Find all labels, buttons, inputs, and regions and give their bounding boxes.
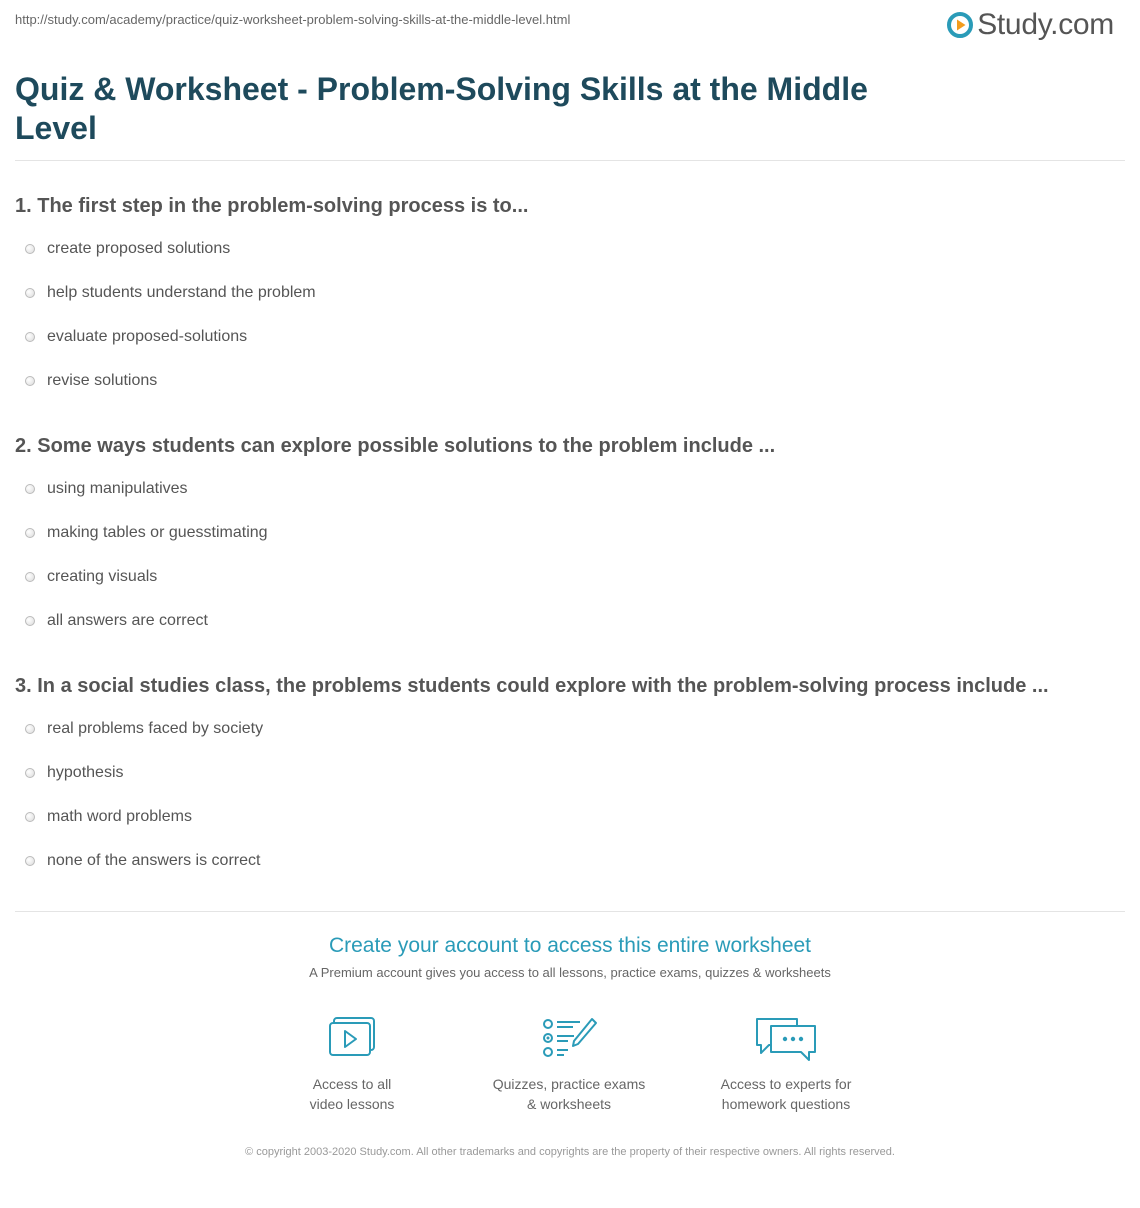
answer-text: none of the answers is correct <box>47 852 261 869</box>
answer-text: help students understand the problem <box>47 284 316 301</box>
radio-button[interactable] <box>25 288 35 298</box>
radio-button[interactable] <box>25 768 35 778</box>
video-lessons-icon <box>326 1016 378 1060</box>
answer-option[interactable] <box>25 281 316 305</box>
answer-option[interactable] <box>25 761 124 785</box>
question-text: 1. The first step in the problem-solving process is to... <box>15 195 529 217</box>
answer-text: using manipulatives <box>47 480 188 497</box>
answer-option[interactable] <box>25 849 260 873</box>
play-circle-icon <box>947 12 973 38</box>
answer-option[interactable] <box>25 521 268 545</box>
quiz-checklist-icon <box>540 1016 598 1060</box>
question-text: 3. In a social studies class, the problems students could explore with the problem-solving process include ... <box>15 675 1049 697</box>
answer-text: making tables or guesstimating <box>47 524 268 541</box>
answer-text: revise solutions <box>47 372 158 389</box>
radio-button[interactable] <box>25 856 35 866</box>
answer-option[interactable] <box>25 477 188 501</box>
feature-video-lessons <box>252 1016 452 1112</box>
answer-option[interactable] <box>25 325 247 349</box>
feature-label: Quizzes, practice exams & worksheets <box>492 1076 646 1112</box>
radio-button[interactable] <box>25 332 35 342</box>
answer-option[interactable] <box>25 717 263 741</box>
study-logo[interactable] <box>947 6 1114 44</box>
radio-button[interactable] <box>25 616 35 626</box>
answer-text: evaluate proposed-solutions <box>47 328 248 345</box>
radio-button[interactable] <box>25 724 35 734</box>
chat-bubbles-icon <box>753 1016 819 1062</box>
create-account-link[interactable]: Create your account to access this entire worksheet <box>328 934 812 957</box>
answer-option[interactable] <box>25 565 157 589</box>
answer-option[interactable] <box>25 609 208 633</box>
copyright-notice: © copyright 2003-2020 Study.com. All other trademarks and copyrights are the property of their respective owners. All rights reserved. <box>245 1146 895 1158</box>
answer-text: real problems faced by society <box>47 720 264 737</box>
divider <box>15 911 1125 912</box>
feature-label: Access to experts for homework questions <box>720 1076 852 1112</box>
premium-description: A Premium account gives you access to all lessons, practice exams, quizzes & worksheets <box>309 965 831 980</box>
answer-text: creating visuals <box>47 568 158 585</box>
divider <box>15 160 1125 161</box>
feature-label: Access to all video lessons <box>309 1076 395 1112</box>
radio-button[interactable] <box>25 812 35 822</box>
answer-option[interactable] <box>25 369 157 393</box>
page-title: Quiz & Worksheet - Problem-Solving Skills at the Middle Level <box>15 71 868 146</box>
answer-option[interactable] <box>25 805 192 829</box>
answer-text: hypothesis <box>47 764 124 781</box>
answer-text: all answers are correct <box>47 612 208 629</box>
question-3 <box>15 674 1125 869</box>
radio-button[interactable] <box>25 528 35 538</box>
question-1 <box>15 194 1125 389</box>
radio-button[interactable] <box>25 376 35 386</box>
radio-button[interactable] <box>25 572 35 582</box>
radio-button[interactable] <box>25 244 35 254</box>
question-text: 2. Some ways students can explore possible solutions to the problem include ... <box>15 435 776 457</box>
answer-text: create proposed solutions <box>47 240 231 257</box>
feature-experts <box>686 1016 886 1112</box>
answer-option[interactable] <box>25 237 230 261</box>
question-2 <box>15 434 1125 629</box>
radio-button[interactable] <box>25 484 35 494</box>
feature-quizzes <box>469 1016 669 1112</box>
page-url: http://study.com/academy/practice/quiz-worksheet-problem-solving-skills-at-the-middle-level.html <box>15 12 571 27</box>
answer-text: math word problems <box>47 808 192 825</box>
logo-wordmark: Study.com <box>977 8 1114 41</box>
